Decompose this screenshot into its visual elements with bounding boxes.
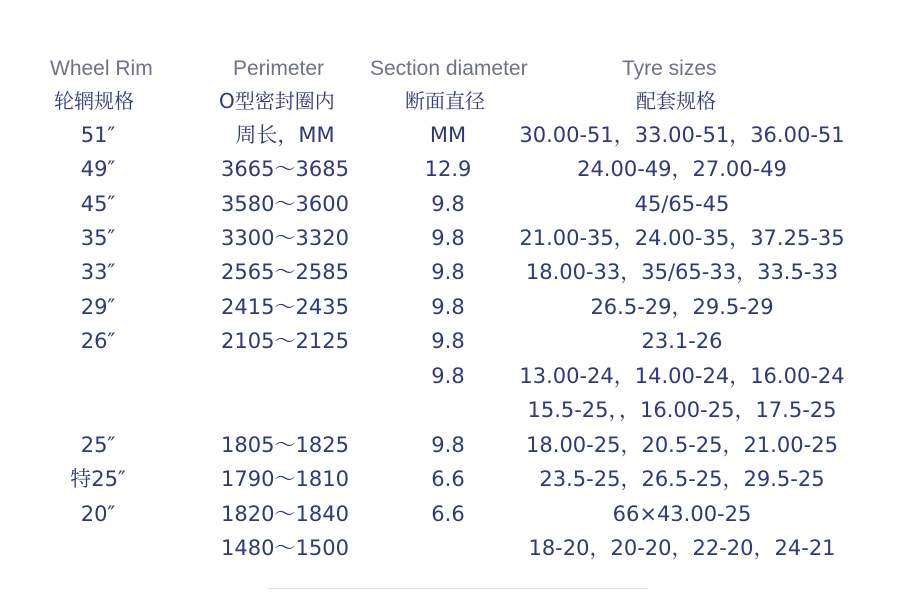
cell-rim: 26″: [80, 329, 116, 353]
cell-tyres: 18.00-25，20.5-25，21.00-25: [526, 433, 838, 457]
cell-tyres: 21.00-35，24.00-35，37.25-35: [519, 226, 845, 250]
cell-perimeter: 1480～1500: [221, 536, 349, 560]
cell-rim: 35″: [80, 226, 116, 250]
cell-rim: 33″: [80, 260, 116, 284]
cell-perimeter: 3580～3600: [221, 192, 349, 216]
cell-section: 9.8: [431, 329, 465, 353]
cell-section: 9.8: [431, 295, 465, 319]
cell-section: 9.8: [431, 364, 465, 388]
cell-perimeter: 3665～3685: [221, 157, 349, 181]
cell-section: 9.8: [431, 226, 465, 250]
cell-tyres: 18.00-33，35/65-33，33.5-33: [525, 260, 839, 284]
cell-rim: 49″: [80, 157, 116, 181]
cell-perimeter: 1820～1840: [221, 502, 349, 526]
cell-perimeter: 3300～3320: [221, 226, 349, 250]
cell-tyres: 23.5-25，26.5-25，29.5-25: [539, 467, 825, 491]
cell-tyres: 66×43.00-25: [612, 502, 752, 526]
bottom-divider: [268, 588, 648, 589]
cell-perimeter-unit: 周长，MM: [235, 123, 335, 147]
header-perimeter: Perimeter: [233, 57, 325, 80]
cell-tyres: 30.00-51，33.00-51，36.00-51: [519, 123, 845, 147]
header-wheel-rim: Wheel Rim: [50, 57, 153, 80]
header-section-diameter-cn: 断面直径: [405, 89, 485, 113]
header-perimeter-cn: O型密封圈内: [219, 89, 335, 113]
cell-perimeter: 2565～2585: [221, 260, 349, 284]
cell-rim: 45″: [80, 192, 116, 216]
cell-rim: 20″: [80, 502, 116, 526]
cell-rim: 51″: [80, 123, 116, 147]
header-tyre-sizes: Tyre sizes: [622, 57, 717, 80]
cell-tyres: 13.00-24，14.00-24，16.00-24: [519, 364, 845, 388]
cell-tyres: 23.1-26: [641, 329, 723, 353]
cell-rim: 25″: [80, 433, 116, 457]
cell-tyres: 45/65-45: [634, 192, 730, 216]
cell-tyres: 24.00-49，27.00-49: [577, 157, 787, 181]
cell-section: 6.6: [431, 467, 465, 491]
cell-tyres: 15.5-25，，16.00-25，17.5-25: [527, 398, 837, 422]
cell-section: 9.8: [431, 192, 465, 216]
cell-perimeter: 2415～2435: [221, 295, 349, 319]
header-tyre-sizes-cn: 配套规格: [636, 89, 716, 113]
cell-section-unit: MM: [429, 123, 467, 147]
cell-perimeter: 2105～2125: [221, 329, 349, 353]
header-wheel-rim-cn: 轮辋规格: [54, 89, 134, 113]
cell-tyres: 26.5-29，29.5-29: [590, 295, 774, 319]
cell-tyres: 18-20，20-20，22-20，24-21: [528, 536, 836, 560]
cell-section: 9.8: [431, 260, 465, 284]
cell-perimeter: 1790～1810: [221, 467, 349, 491]
cell-perimeter: 1805～1825: [221, 433, 349, 457]
cell-rim: 特25″: [70, 467, 126, 491]
cell-section: 12.9: [424, 157, 472, 181]
cell-section: 6.6: [431, 502, 465, 526]
cell-rim: 29″: [80, 295, 116, 319]
cell-section: 9.8: [431, 433, 465, 457]
header-section-diameter: Section diameter: [370, 57, 528, 80]
